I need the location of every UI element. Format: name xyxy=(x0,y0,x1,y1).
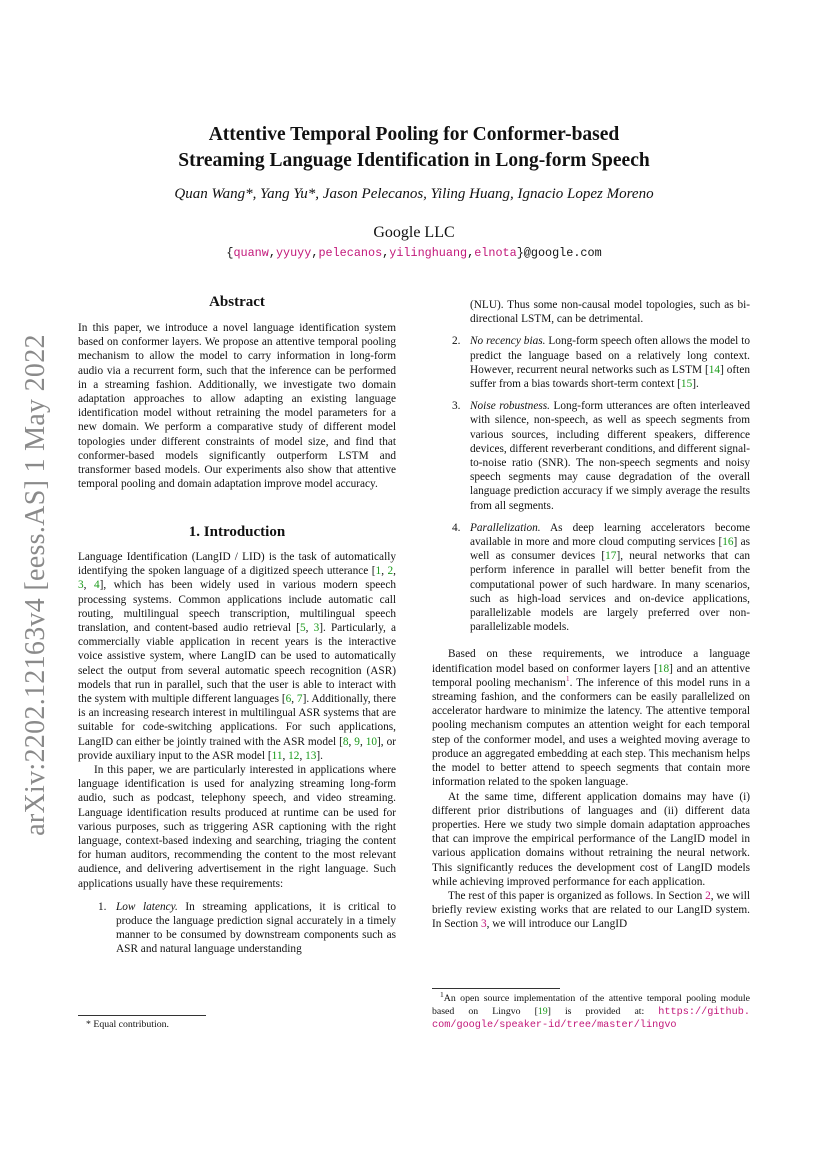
right-paragraph-1: Based on these requirements, we introduce a language identification model based on conformer layers [18] and an attentive temporal pooling mechanism$^1$. The inference of this model runs in a streaming fashion, and the conformers can be easily parallelized on accelerator hardware to minimize the latency. The attentive temporal pooling mechanism computes an attention weight for each temporal step of the conformer model, and uses a weighted moving average to produce an aggregated embedding at each step. This mechanism helps the model to better attend to speech segments that contain more information related to the spoken language. xyxy=(432,648,750,789)
github-link-continued[interactable]: com/google/speaker-id/tree/master/lingvo xyxy=(432,1020,677,1031)
citation-link[interactable]: 16 xyxy=(722,536,734,549)
title-line-1: Attentive Temporal Pooling for Conformer-based xyxy=(208,124,620,145)
citation-link[interactable]: 3 xyxy=(78,579,84,592)
footnote-implementation: $^1$An open source implementation of the attentive temporal pooling module based on Lingvo [19] is provided at: https://github. com/google/speaker-id/tree/master/lingvo xyxy=(432,989,750,1031)
email-link-yyuyy[interactable]: yyuyy xyxy=(275,246,312,260)
abstract-body xyxy=(78,321,396,491)
abstract-text: In this paper, we introduce a novel language identification system based on conformer layers. We propose an attentive temporal pooling mechanism to allow the model to carry information in long-form audio via a recurrent form, such that the inference can be performed in a streaming fashion. Additionally, we investigate two domain adaptation approaches to allow adapting an existing language identification model without retraining the model parameters for a new domain. We perform a comparative study of different model topologies under different constraints of model size, and find that conformer-based models significantly outperform LSTM and transformer based models. Our experiments also show that attentive temporal pooling and domain adaptation improve model accuracy. xyxy=(78,322,396,491)
citation-link[interactable]: 15 xyxy=(680,378,693,391)
citation-link[interactable]: 1 xyxy=(375,565,382,578)
right-paragraph-2: At the same time, different application domains may have (i) different prior distributions of languages and (ii) different data properties. Here we study two simple domain adaptation approaches that can improve the empirical performance of the LangID model in various application domains without retraining the neural network. This significantly reduces the development cost of LangID models while achieving improved performance for each application. xyxy=(432,790,750,888)
citation-link[interactable]: 19 xyxy=(537,1005,548,1017)
footnote-equal-contribution: * Equal contribution. xyxy=(86,1019,169,1030)
citation-link[interactable]: 14 xyxy=(708,363,721,376)
citation-link[interactable]: 3 xyxy=(313,622,320,635)
intro-paragraph-1: Language Identification (LangID / LID) is the task of automatically identifying the spoken language of a digitized speech utterance [1, 2, 3, 4], which has been widely used in various modern speech processing systems. Common applications include automatic call routing, multilingual speech transcription, multilingual speech translation, and content-based audio retrieval [5, 3]. Particularly, a commercially viable application in recent years is the interactive voice assistive system, where LangID can be used to automatically select the output from several automatic speech recognition (ASR) models that run in parallel, such that the user is able to interact with the system with multiple different languages [6, 7]. Additionally, there is an increasing research interest in multilingual ASR systems that are suitable for code-switching applications. For such applications, LangID can either be jointly trained with the ASR model [8, 9, 10], or provide auxiliary input to the ASR model [11, 12, 13]. xyxy=(78,551,396,762)
title-line-2: Streaming Language Identification in Long-form Speech xyxy=(178,150,650,171)
github-link[interactable]: https://github. xyxy=(658,1006,750,1018)
citation-link[interactable]: 10 xyxy=(365,735,378,748)
citation-link[interactable]: 18 xyxy=(657,662,670,675)
arxiv-id: arXiv:2202.12163v4 [eess.AS] 1 May 2022 xyxy=(20,334,51,836)
requirements-list xyxy=(78,900,396,957)
email-link-elnota[interactable]: elnota xyxy=(474,246,517,260)
email-line: {quanw,yyuyy,pelecanos,yilinghuang,elnota}@google.com xyxy=(226,246,602,260)
citation-link[interactable]: 9 xyxy=(354,735,360,748)
requirements-list-continued xyxy=(432,298,750,634)
requirement-item-1: 1. Low latency. In streaming applications, it is critical to produce the language prediction signal accurately in a timely manner to be consumed by downstream components such as ASR and natural language understanding xyxy=(98,900,396,956)
paper-title xyxy=(0,122,828,174)
requirement-item-2: 2. No recency bias. Long-form speech often allows the model to predict the language based on a relatively long context. However, recurrent neural networks such as LSTM [14] often suffer from a bias towards short-term context [15]. xyxy=(452,335,750,391)
footnote-marker[interactable]: 1 xyxy=(565,674,570,684)
affiliation: Google LLC xyxy=(373,224,455,241)
email-link-yilinghuang[interactable]: yilinghuang xyxy=(389,246,468,260)
right-column xyxy=(432,298,750,932)
email-link-quanw[interactable]: quanw xyxy=(233,246,269,260)
citation-link[interactable]: 13 xyxy=(305,749,317,762)
intro-heading: 1. Introduction xyxy=(188,524,286,540)
requirement-item-3: 3. Noise robustness. Long-form utterances are often interleaved with silence, non-speech, as well as speech segments from various sources, including different speakers, difference devices, different reverberant conditions, and different signal-to-noise ratio (SNR). The non-speech segments and noisy speech segments may cause degradation of the overall language prediction accuracy if we simply average the results from all segments. xyxy=(452,400,750,512)
footnote-rule xyxy=(78,1015,206,1016)
citation-link[interactable]: 4 xyxy=(93,579,100,592)
citation-link[interactable]: 12 xyxy=(288,749,300,762)
right-paragraph-3: The rest of this paper is organized as follows. In Section 2, we will briefly review existing works that are related to our LangID system. In Section 3, we will introduce our LangID xyxy=(432,889,750,931)
abstract-heading: Abstract xyxy=(209,294,265,310)
requirement-item-4: 4. Parallelization. As deep learning accelerators become available in more and more cloud computing services [16] as well as consumer devices [17], neural networks that can perform inference in parallel will better benefit from the computational power of such hardware. In many scenarios, such as high-load services and on-device applications, parallelizable models are largely preferred over non-parallelizable models. xyxy=(452,521,751,634)
requirement-item-1-continued: (NLU). Thus some non-causal model topologies, such as bi-directional LSTM, can be detrimental. xyxy=(470,299,750,326)
citation-link[interactable]: 2 xyxy=(387,565,394,578)
citation-link[interactable]: 5 xyxy=(299,622,306,635)
section-link[interactable]: 2 xyxy=(705,889,711,902)
email-link-pelecanos[interactable]: pelecanos xyxy=(318,246,383,260)
author-list: Quan Wang*, Yang Yu*, Jason Pelecanos, Yiling Huang, Ignacio Lopez Moreno xyxy=(174,186,654,202)
citation-link[interactable]: 11 xyxy=(271,749,283,762)
intro-body xyxy=(78,550,396,957)
citation-link[interactable]: 6 xyxy=(285,693,292,706)
citation-link[interactable]: 7 xyxy=(296,693,303,706)
citation-link[interactable]: 8 xyxy=(342,735,349,748)
intro-paragraph-2: In this paper, we are particularly interested in applications where language identification is used for analyzing streaming long-form audio, such as podcast, telephony speech, and video streaming. Language identification results produced at runtime can be used for various purposes, such as triggering ASR captioning with the right language, context-based indexing and searching, triaging the content for human auditors, recommending the content to the most relevant audience, and delivering advertisement in the right language. Such applications usually have these requirements: xyxy=(78,764,396,890)
section-link[interactable]: 3 xyxy=(480,918,487,931)
citation-link[interactable]: 17 xyxy=(605,550,617,563)
footnote-rule-right xyxy=(432,988,560,989)
